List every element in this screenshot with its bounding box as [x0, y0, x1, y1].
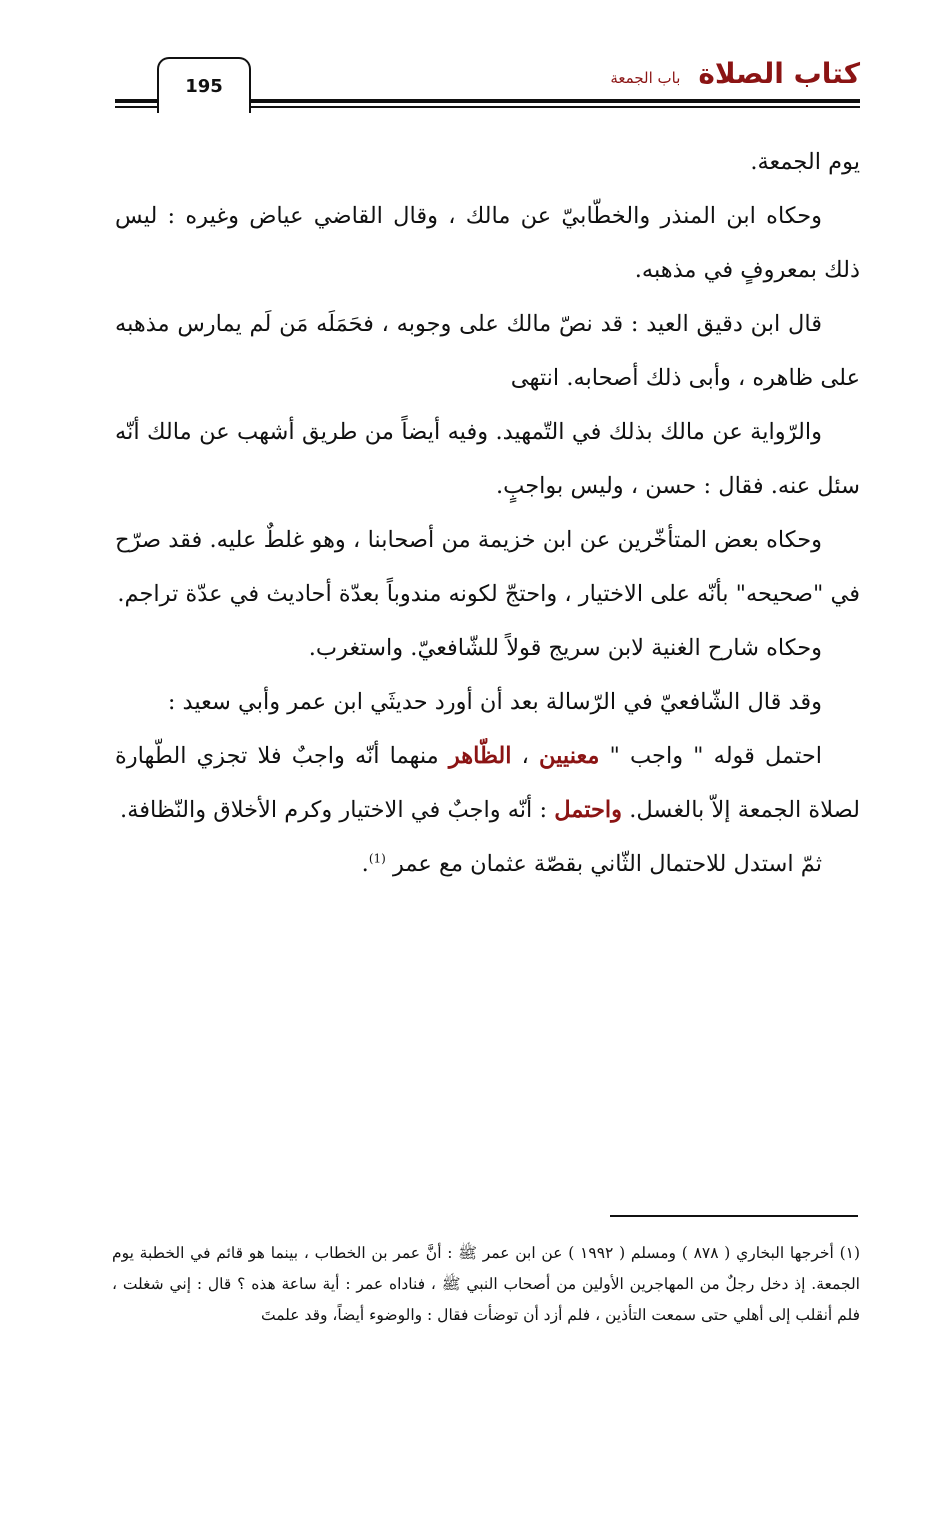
paragraph-1: يوم الجمعة.	[750, 149, 860, 175]
highlight-azzahir: الظّاهر	[448, 743, 512, 769]
highlight-maanayayn: معنيين	[539, 743, 600, 769]
highlight-wahtamal: واحتمل	[554, 797, 623, 823]
quote-part-a: احتمل قوله " واجب "	[609, 743, 823, 769]
paragraph-9-end: .	[361, 851, 369, 877]
paragraph-5: وحكاه بعض المتأخّرين عن ابن خزيمة من أصحابنا ، وهو غلطٌ عليه. فقد صرّح في "صحيحه" بأنّه على الاختيار ، واحتجّ لكونه مندوباً بعدّة أحاديث في عدّة تراجم.	[115, 527, 860, 607]
book-title: كتاب الصلاة	[698, 57, 860, 90]
footnote-reference[interactable]: (1)	[368, 851, 386, 866]
main-text	[115, 135, 860, 891]
paragraph-7: وقد قال الشّافعيّ في الرّسالة بعد أن أورد حديثَي ابن عمر وأبي سعيد :	[167, 689, 822, 715]
paragraph-6: وحكاه شارح الغنية لابن سريج قولاً للشّافعيّ. واستغرب.	[308, 635, 822, 661]
paragraph-9-text: ثمّ استدل للاحتمال الثّاني بقصّة عثمان مع عمر	[392, 851, 822, 877]
paragraph-2: وحكاه ابن المنذر والخطّابيّ عن مالك ، وقال القاضي عياض وغيره : ليس ذلك بمعروفٍ في مذهبه.	[115, 203, 860, 283]
quote-part-b: ،	[521, 743, 529, 769]
chapter-title: باب الجمعة	[610, 69, 681, 87]
paragraph-9	[115, 837, 860, 891]
footnote-divider	[610, 1215, 858, 1217]
footnote-text: (١) أخرجها البخاري ( ٨٧٨ ) ومسلم ( ١٩٩٢ ) عن ابن عمر ﷺ : أنَّ عمر بن الخطاب ، بينما هو قائم في الخطبة يوم الجمعة. إذ دخل رجلٌ من المهاجرين الأولين من أصحاب النبي ﷺ ، فناداه عمر : أية ساعة هذه ؟ قال : إني شغلت ، فلم أنقلب إلى أهلي حتى سمعت التأذين ، فلم أزد أن توضأت فقال : والوضوء أيضاً، وقد علمتَ	[112, 1244, 861, 1324]
paragraph-3: قال ابن دقيق العيد : قد نصّ مالك على وجوبه ، فحَمَلَه مَن لَم يمارس مذهبه على ظاهره ، وأبى ذلك أصحابه. انتهى	[115, 311, 860, 391]
paragraph-8-quote	[115, 729, 860, 837]
page-header	[115, 55, 860, 115]
paragraph-4: والرّواية عن مالك بذلك في التّمهيد. وفيه أيضاً من طريق أشهب عن مالك أنّه سئل عنه. فقال : حسن ، وليس بواجبٍ.	[115, 419, 860, 499]
quote-part-d: : أنّه واجبٌ في الاختيار وكرم الأخلاق والنّظافة.	[120, 797, 548, 823]
quote-part-c: منهما أنّه واجبٌ فلا تجزي الطّهارة لصلاة الجمعة إلاّ بالغسل.	[115, 743, 860, 823]
footnote	[112, 1238, 860, 1331]
header-titles	[610, 57, 860, 90]
page-number: 195	[157, 57, 251, 113]
